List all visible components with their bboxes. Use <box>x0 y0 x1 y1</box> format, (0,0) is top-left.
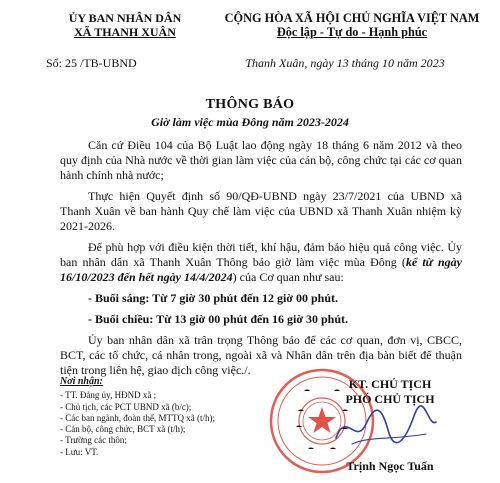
document-number: Số: 25 /TB-UBND <box>46 56 137 70</box>
morning-hours: - Buổi sáng: Từ 7 giờ 30 phút đến 12 giờ 00 phút. <box>88 291 339 305</box>
recipients-block <box>60 376 270 458</box>
issue-date: Thanh Xuân, ngày 13 tháng 10 năm 2023 <box>245 56 445 70</box>
document-subtitle: Giờ làm việc mùa Đông năm 2023-2024 <box>151 115 349 129</box>
recipient-item: - TT. Đảng ủy, HĐND xã ; <box>60 390 157 401</box>
paragraph-closing: Ủy ban nhân dân xã trân trọng Thông báo để các cơ quan, đơn vị, CBCC, BCT, các tổ chức, cá nhân trong, ngoài xã và Nhân dân trên địa bàn biết để thuận tiện trong liên hệ, giao dịch công việc./. <box>60 333 462 377</box>
afternoon-hours: - Buổi chiều: Từ 13 giờ 00 phút đến 16 giờ 30 phút. <box>88 312 348 326</box>
recipient-item: - Các ban ngành, đoàn thể, MTTQ xã (t/h); <box>60 412 215 423</box>
recipient-item: - Chủ tịch, các PCT UBND xã (b/c); <box>60 401 192 412</box>
recipient-item: - Cán bộ, công chức, BCT xã (t/h); <box>60 424 186 435</box>
national-motto: Độc lập - Tự do - Hạnh phúc <box>276 25 428 39</box>
recipients-list <box>60 390 270 458</box>
effective-period: kể từ ngày 16/10/2023 đến hết ngày 14/4/2024 <box>60 255 462 284</box>
agency-header <box>30 11 220 39</box>
paragraph-decision: Thực hiện Quyết định số 90/QĐ-UBND ngày 23/7/2021 của UBND xã Thanh Xuân về ban hành Quy chế làm việc của UBND xã Thanh Xuân nhiệm kỳ 2021-2026. <box>60 189 462 233</box>
signature-block <box>300 377 480 407</box>
commune-name: XÃ THANH XUÂN <box>74 25 176 39</box>
recipient-item: - Lưu: VT. <box>60 446 99 457</box>
announcement-text: Để phù hợp với điều kiện thời tiết, khí hậu, đảm bảo hiệu quả công việc. Ủy ban nhân dân xã Thanh Xuân Thông báo giờ làm việc mùa Đông ( <box>60 240 462 269</box>
signer-name: Trịnh Ngọc Tuấn <box>346 459 434 473</box>
nation-name: CỘNG HÒA XÃ HỘI CHỦ NGHĨA VIỆT NAM <box>224 11 480 25</box>
signer-authority: KT. CHỦ TỊCH <box>348 377 432 391</box>
paragraph-announcement <box>60 240 462 285</box>
paragraph-legal-basis: Căn cứ Điều 104 của Bộ Luật lao động ngày 18 tháng 6 năm 2012 và theo quy định của Nhà nước về thời gian làm việc của cán bộ, công chức tại các cơ quan hành chính nhà nước; <box>60 138 462 182</box>
announcement-tail: ) của Cơ quan như sau: <box>232 270 344 284</box>
national-header <box>212 11 492 39</box>
document-title: THÔNG BÁO <box>205 97 295 112</box>
recipients-heading: Nơi nhận: <box>60 376 103 387</box>
document-body <box>60 138 462 384</box>
agency-name: ỦY BAN NHÂN DÂN <box>68 11 182 25</box>
handwritten-signature <box>330 400 440 455</box>
signer-title: PHÓ CHỦ TỊCH <box>345 392 435 406</box>
recipient-item: - Trường các thôn; <box>60 435 127 446</box>
